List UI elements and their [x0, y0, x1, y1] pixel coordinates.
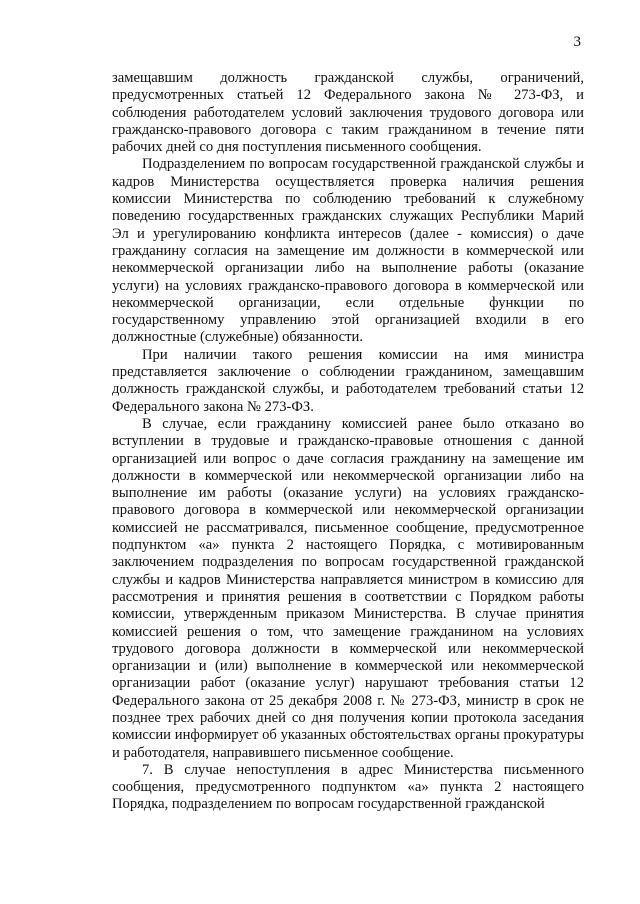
paragraph-item-7: 7. В случае непоступления в адрес Министерства письменного сообщения, предусмотренного подпунктом «а» пункта 2 настоящего Порядка, подразделением по вопросам государственной гражданской [112, 761, 584, 813]
page-number: 3 [573, 34, 581, 50]
paragraph-conclusion: При наличии такого решения комиссии на имя министра представляется заключение о соблюдении гражданином, замещавшим должность гражданской службы, и работодателем требований статьи 12 Федерального закона № 273-ФЗ. [112, 346, 584, 415]
paragraph-verification: Подразделением по вопросам государственной гражданской службы и кадров Министерства осуществляется проверка наличия решения комиссии Министерства по соблюдению требований к служебному поведению государственных гражданских служащих Республики Марий Эл и урегулированию конфликта интересов (далее - комиссия) о даче гражданину согласия на замещение им должности в коммерческой или некоммерческой организации либо на выполнение работы (оказание услуги) на условиях гражданско-правового договора в коммерческой или некоммерческой организации, если отдельные функции по государственному управлению этой организацией входили в его должностные (служебные) обязанности. [112, 156, 584, 346]
document-body [112, 70, 584, 814]
paragraph-commission-referral: В случае, если гражданину комиссией ранее было отказано во вступлении в трудовые и гражданско-правовые отношения с данной организацией или вопрос о даче согласия гражданину на замещение им должности в коммерческой или некоммерческой организации либо на выполнение им работы (оказание услуги) на условиях гражданско-правового договора в коммерческой или некоммерческой организации комиссией не рассматривался, письменное сообщение, предусмотренное подпунктом «а» пункта 2 настоящего Порядка, с мотивированным заключением подразделения по вопросам государственной гражданской службы и кадров Министерства направляется министром в комиссию для рассмотрения и принятия решения в соответствии с Порядком работы комиссии, утвержденным приказом Министерства. В случае принятия комиссией решения о том, что замещение гражданином на условиях трудового договора должности в коммерческой или некоммерческой организации и (или) выполнение в коммерческой или некоммерческой организации работ (оказание услуг) нарушают требования статьи 12 Федерального закона от 25 декабря 2008 г. № 273-ФЗ, министр в срок не позднее трех рабочих дней со дня получения копии протокола заседания комиссии информирует об указанных обстоятельствах органы прокуратуры и работодателя, направившего письменное сообщение. [112, 415, 584, 761]
paragraph-continuation: замещавшим должность гражданской службы, ограничений, предусмотренных статьей 12 Федерального закона № 273-ФЗ, и соблюдения работодателем условий заключения трудового договора или гражданско-правового договора с таким гражданином в течение пяти рабочих дней со дня поступления письменного сообщения. [112, 70, 584, 156]
